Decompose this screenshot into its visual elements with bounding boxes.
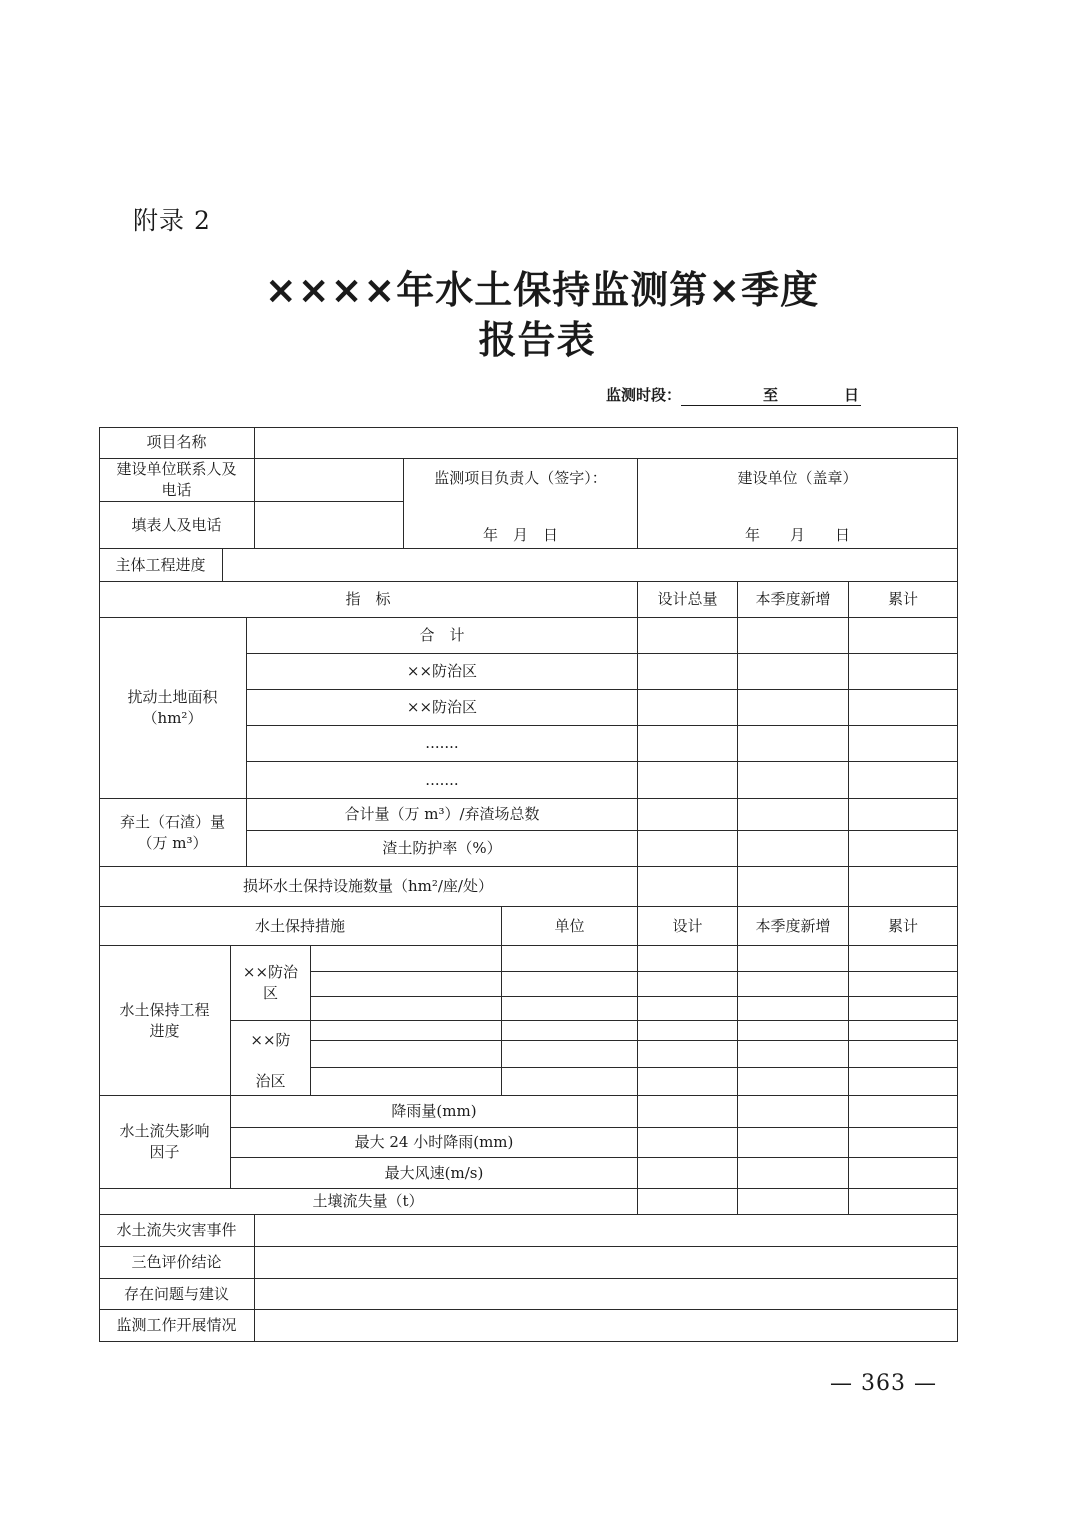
measures-header: 水土保持措施 [254, 916, 345, 935]
monitor-leader-signature[interactable]: 监测项目负责人（签字）： [434, 469, 607, 487]
damaged-facilities: 损坏水土保持设施数量（hm²/座/处） [242, 877, 493, 895]
col-rule [848, 581, 849, 1215]
disturbed-more-1: ....... [425, 734, 459, 752]
row-rule [99, 945, 958, 946]
filler-contact-label: 填表人及电话 [131, 515, 222, 534]
indicator-header: 指 标 [345, 590, 391, 608]
title-line-2: 报告表 [478, 318, 596, 362]
disturbed-more-2: ....... [425, 770, 459, 789]
title-line-1: ××××年水土保持监测第×季度 [264, 268, 820, 312]
disaster-field[interactable] [255, 1215, 957, 1246]
page-title [0, 265, 1074, 365]
builder-contact-label: 建设单位联系人及电话 [116, 459, 237, 499]
spoil-total: 合计量（万 m³）/弃渣场总数 [344, 805, 540, 823]
monitor-leader-date: 年 月 日 [482, 525, 558, 544]
col-rule [737, 581, 738, 1215]
spoil-text: 弃土（石渣）量 [119, 812, 225, 831]
disturbed-area-unit: （hm²） [142, 709, 203, 727]
row-rule [310, 1067, 958, 1068]
report-table [99, 427, 958, 1342]
appendix-label: 附录 2 [133, 206, 211, 235]
zone-a-label: ××防治区 [242, 963, 299, 1002]
quarter-new-header: 本季度新增 [755, 590, 831, 608]
period-end-blank[interactable] [780, 389, 842, 406]
max-24h-rainfall: 最大 24 小时降雨(mm) [354, 1133, 514, 1151]
col-rule [637, 581, 638, 1215]
disaster-label: 水土流失灾害事件 [116, 1221, 237, 1239]
builder-contact-field[interactable] [255, 459, 403, 501]
work-label: 监测工作开展情况 [116, 1316, 237, 1334]
measures-quarter-new-header: 本季度新增 [755, 916, 831, 935]
progress-label: 水土保持工程进度 [119, 1000, 210, 1040]
spoil-label [99, 799, 246, 866]
zone-b-bottom-label: 治区 [255, 1071, 286, 1090]
factors-label: 水土流失影响因子 [119, 1122, 210, 1161]
design-total-header: 设计总量 [657, 590, 718, 608]
row-rule [310, 1040, 958, 1041]
col-rule [310, 945, 311, 1095]
design-header: 设计 [672, 916, 703, 935]
main-progress-field[interactable] [223, 549, 957, 581]
disturbed-total: 合 计 [419, 626, 465, 644]
row-rule [310, 996, 958, 997]
spoil-unit: （万 m³） [137, 833, 208, 852]
period-day: 日 [844, 386, 860, 404]
period-start-blank[interactable] [681, 389, 761, 406]
unit-header: 单位 [554, 916, 585, 935]
disturbed-zone-1: ××防治区 [406, 662, 478, 680]
disturbed-area-text: 扰动土地面积 [127, 688, 218, 706]
table-border [957, 427, 958, 1342]
measures-cumulative-header: 累计 [887, 916, 918, 935]
monitoring-period [606, 384, 861, 406]
main-progress-label: 主体工程进度 [115, 555, 206, 574]
work-field[interactable] [255, 1310, 957, 1341]
tricolor-field[interactable] [255, 1247, 957, 1278]
project-name-field[interactable] [255, 428, 957, 458]
max-wind-speed: 最大风速(m/s) [384, 1163, 484, 1182]
slag-protection-rate: 渣土防护率（%） [382, 839, 502, 857]
rainfall: 降雨量(mm) [391, 1102, 477, 1120]
problems-field[interactable] [255, 1279, 957, 1309]
tricolor-label: 三色评价结论 [131, 1253, 222, 1271]
row-rule [310, 971, 958, 972]
builder-seal[interactable]: 建设单位（盖章） [737, 469, 858, 487]
period-to: 至 [763, 386, 779, 404]
period-label: 监测时段： [606, 386, 682, 404]
disturbed-zone-2: ××防治区 [406, 698, 478, 716]
zone-b-top-label: ××防 [250, 1030, 291, 1049]
soil-loss: 土壤流失量（t） [312, 1192, 424, 1210]
project-name-label: 项目名称 [146, 433, 207, 451]
problems-label: 存在问题与建议 [123, 1284, 229, 1303]
disturbed-area-label [99, 618, 246, 798]
cumulative-header: 累计 [887, 590, 918, 608]
table-border [99, 1341, 958, 1342]
page-number: — 363 — [830, 1371, 937, 1396]
builder-seal-date: 年 月 日 [744, 525, 850, 544]
filler-contact-field[interactable] [255, 502, 403, 548]
